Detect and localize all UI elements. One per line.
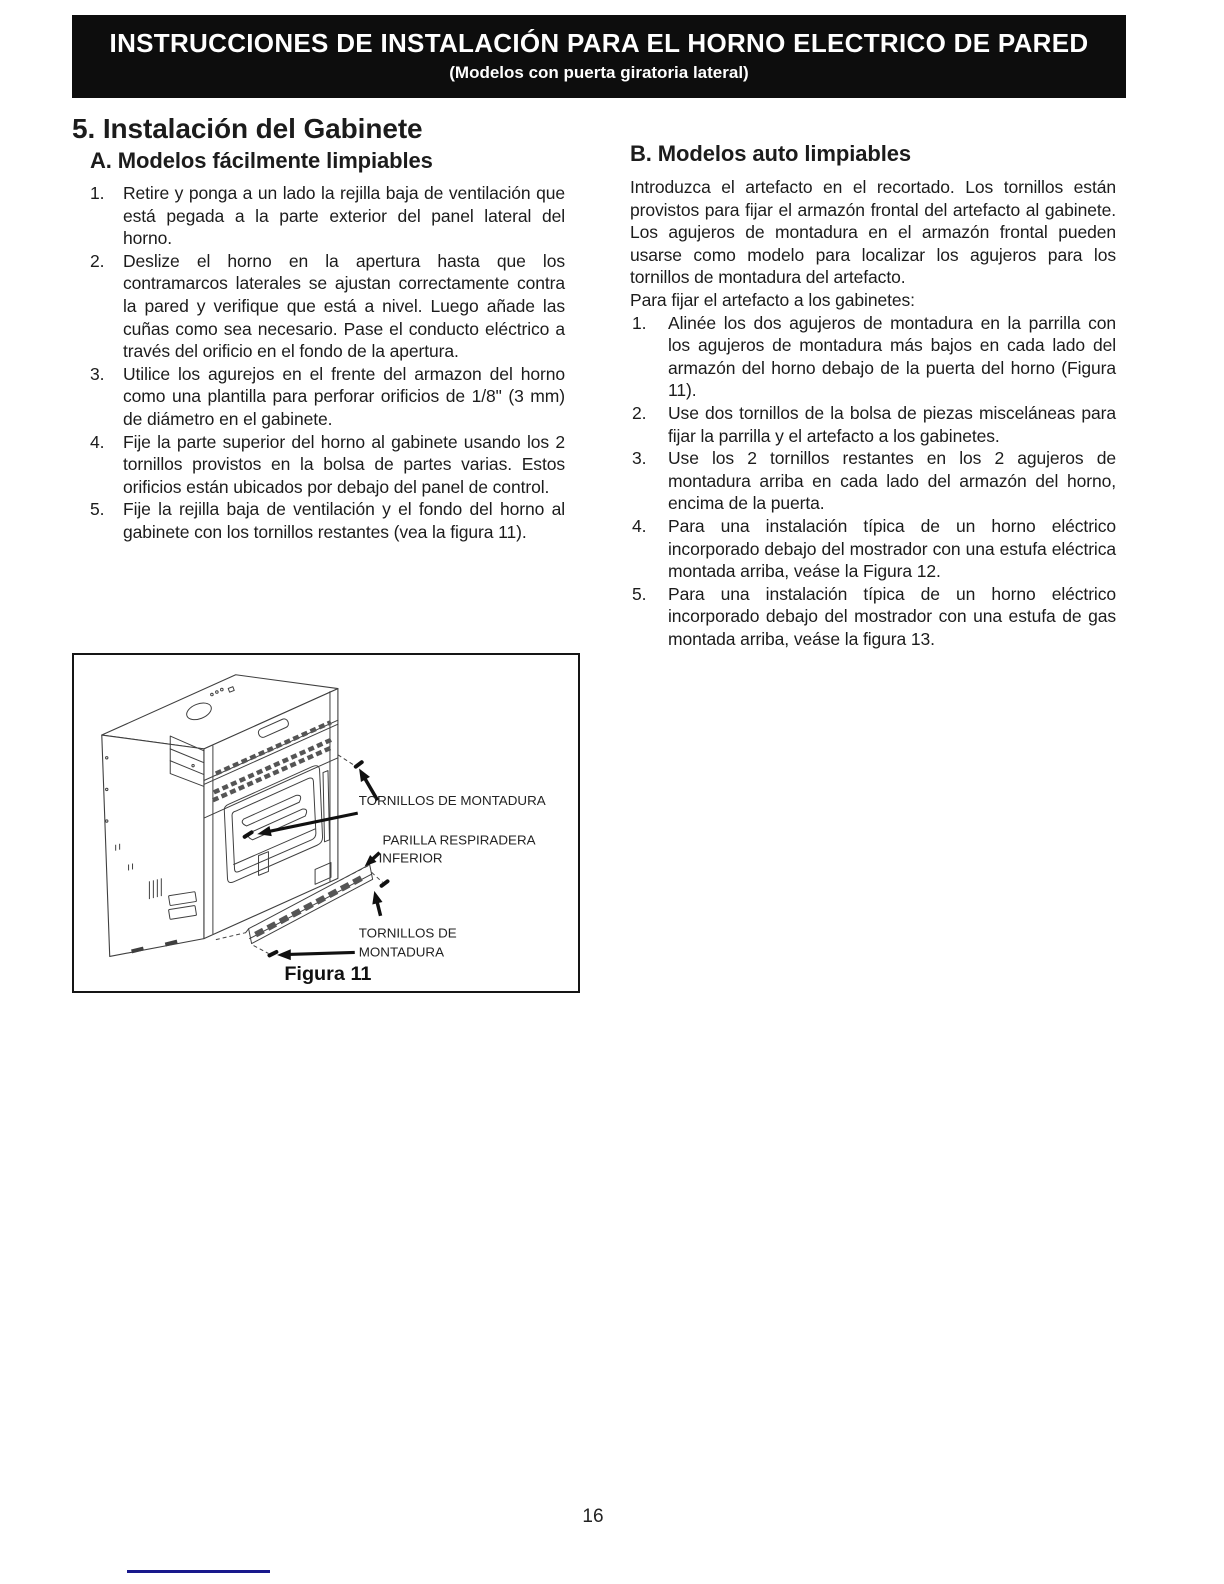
figure-label-mounting-screws-bottom-line2: MONTADURA	[358, 944, 445, 960]
page-number: 16	[582, 1506, 604, 1527]
subsection-b-intro: Introduzca el artefacto en el recortado. Los tornillos están provistos para fijar el armazón frontal del artefacto al gabinete. Los agujeros de montadura en el armazón frontal pueden usarse como modelo para localizar los agujeros para los tornillos de montadura del artefacto.	[630, 177, 1116, 288]
figure-label-vent-grille-line1: PARILLA RESPIRADERA	[382, 832, 536, 848]
list-item-text: Retire y ponga a un lado la rejilla baja de ventilación que está pegada a la parte exterior del panel lateral del horno.	[123, 183, 565, 249]
list-item-text: Alinée los dos agujeros de montadura en la parrilla con los agujeros de montadura más bajos en cada lado del armazón del horno debajo de la puerta del horno (Figura 11).	[668, 312, 1116, 401]
figure-label-vent-grille-line2: INFERIOR	[378, 850, 443, 866]
list-item	[72, 182, 565, 250]
list-item	[630, 583, 1116, 651]
list-item-text: Use dos tornillos de la bolsa de piezas misceláneas para fijar la parrilla y el artefacto a los gabinetes.	[668, 402, 1116, 446]
footer-accent-line	[127, 1570, 270, 1573]
oven-installation-diagram	[74, 655, 578, 991]
list-item	[72, 363, 565, 431]
left-column	[72, 112, 565, 544]
list-item-text: Use los 2 tornillos restantes en los 2 agujeros de montadura arriba en cada lado del armazón del horno, encima de la puerta.	[668, 448, 1116, 514]
list-item-text: Utilice los agurejos en el frente del armazon del horno como una plantilla para perforar orificios de 1/8" (3 mm) de diámetro en el gabinete.	[123, 363, 565, 429]
list-item-number: 3.	[90, 363, 105, 384]
list-item-number: 1.	[90, 183, 105, 203]
document-subtitle: (Modelos con puerta giratoria lateral)	[449, 63, 749, 82]
list-item-text: Para una instalación típica de un horno eléctrico incorporado debajo del mostrador con una estufa eléctrica montada arriba, veáse la Figura 12.	[668, 515, 1116, 582]
list-item-number: 2.	[632, 402, 647, 423]
list-item-text: Fije la parte superior del horno al gabinete usando los 2 tornillos provistos en la bolsa de partes varias. Estos orificios están ubicados por debajo del panel de control.	[123, 431, 565, 497]
list-item	[630, 447, 1116, 515]
list-item	[630, 515, 1116, 583]
list-item-number: 3.	[632, 448, 647, 469]
list-item-number: 2.	[90, 250, 105, 271]
list-item-number: 5.	[90, 499, 105, 520]
figure-label-mounting-screws-top: TORNILLOS DE MONTADURA	[358, 793, 546, 809]
document-header	[72, 15, 1126, 98]
list-item	[630, 402, 1116, 447]
list-item-number: 4.	[632, 515, 647, 536]
figure-11-box	[72, 653, 580, 993]
section-title: 5. Instalación del Gabinete	[72, 113, 423, 144]
list-item	[72, 250, 565, 363]
list-item-text: Fije la rejilla baja de ventilación y el fondo del horno al gabinete con los tornillos restantes (vea la figura 11).	[123, 499, 565, 542]
list-item	[72, 431, 565, 499]
figure-caption: Figura 11	[284, 963, 372, 986]
list-item-number: 5.	[632, 583, 647, 604]
figure-label-mounting-screws-bottom-line1: TORNILLOS DE	[358, 925, 457, 941]
list-item	[72, 498, 565, 543]
list-item-text: Deslize el horno en la apertura hasta que los contramarcos laterales se ajustan correctamente contra la pared y verifique que está a nivel. Luego añade las cuñas como sea necesario. Pase el conducto eléctrico a través del orificio en el fondo de la apertura.	[123, 250, 565, 362]
list-item	[630, 312, 1116, 402]
list-item-text: Para una instalación típica de un horno eléctrico incorporado debajo del mostrador con una estufa de gas montada arriba, veáse la figura 13.	[668, 583, 1116, 649]
subsection-b-title: B. Modelos auto limpiables	[630, 141, 911, 166]
subsection-b-intro-line2: Para fijar el artefacto a los gabinetes:	[630, 289, 915, 310]
right-column	[630, 140, 1116, 650]
list-item-number: 4.	[90, 431, 105, 452]
document-title: INSTRUCCIONES DE INSTALACIÓN PARA EL HORNO ELECTRICO DE PARED	[109, 28, 1089, 58]
list-item-number: 1.	[632, 312, 647, 333]
subsection-a-title: A. Modelos fácilmente limpiables	[90, 148, 433, 173]
